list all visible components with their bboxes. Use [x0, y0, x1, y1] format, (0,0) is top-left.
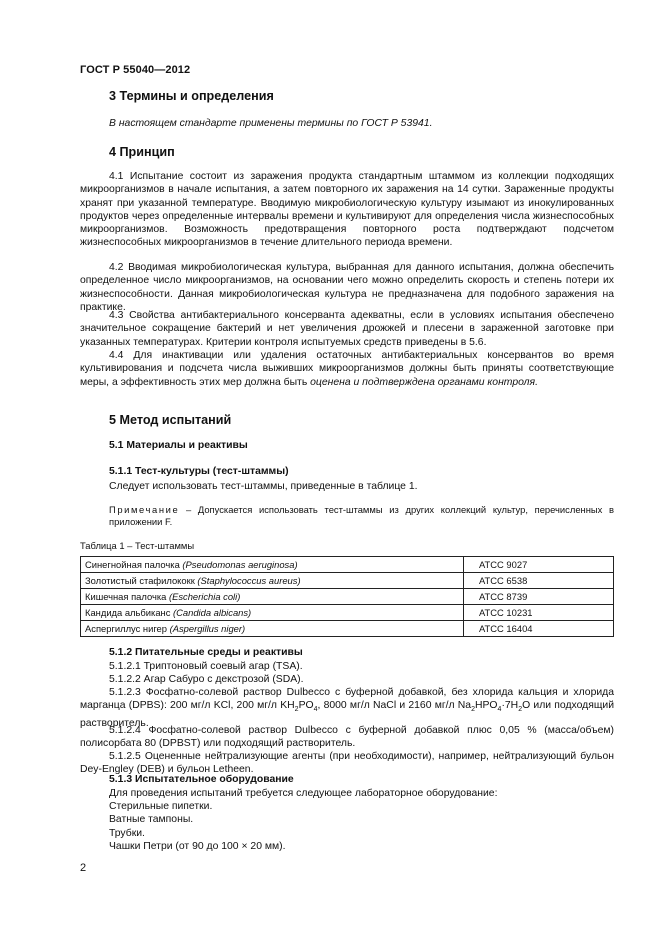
strain-name-cell: [81, 557, 464, 573]
atcc-code: ATCC 6538: [464, 573, 614, 589]
paragraph-4-3: 4.3 Свойства антибактериального консерванта адекватны, если в условиях испытания обеспечено значительное сокращение бактерий и нет увеличения дрожжей и плесени в зараженной заготовке при указанных температурах. Критерии контроля испытуемых средств приведены в 5.6.: [80, 310, 614, 348]
subscript: 2: [294, 706, 299, 714]
item-5-1-2-3-part-b: PO: [298, 700, 314, 712]
note-text: – Допускается использовать тест-штаммы из других коллекций культур, перечисленных в приложении F.: [109, 504, 614, 527]
atcc-code: ATCC 8739: [464, 589, 614, 605]
item-5-1-2-3-part-e: ·7H: [501, 700, 519, 712]
list-item: Ватные тампоны.: [109, 814, 194, 826]
strain-name: Золотистый стафилококк: [85, 575, 198, 586]
subscript: 4: [497, 706, 502, 714]
paragraph-4-4-text: 4.4 Для инактивации или удаления остаточных антибактериальных консервантов во время культивирования и подсчета числа выживших микроорганизмов должны быть приняты соответствующие меры, а эффективность этих мер должна быть: [80, 350, 614, 388]
subscript: 2: [518, 706, 523, 714]
note: [109, 504, 614, 528]
strain-name: Синегнойная палочка: [85, 559, 183, 570]
section-5-1-3-intro: Для проведения испытаний требуется следующее лабораторное оборудование:: [109, 788, 498, 799]
strain-latin-name: (Aspergillus niger): [169, 623, 246, 634]
strain-name: Кишечная палочка: [85, 591, 169, 602]
item-5-1-2-1: 5.1.2.1 Триптоновый соевый агар (TSA).: [109, 661, 303, 672]
strain-name-cell: [81, 605, 464, 621]
document-code: ГОСТ Р 55040—2012: [80, 64, 191, 76]
section-5-title: 5 Метод испытаний: [109, 413, 232, 427]
item-5-1-2-4: 5.1.2.4 Фосфатно-солевой раствор Dulbecco с буферной добавкой плюс 0,05 % (масса/объем) полисорбата 80 (DPBST) или подходящий растворитель.: [80, 725, 614, 750]
item-5-1-2-2: 5.1.2.2 Агар Сабуро с декстрозой (SDA).: [109, 674, 304, 685]
page-number: 2: [80, 862, 87, 874]
paragraph-4-1: 4.1 Испытание состоит из заражения продукта стандартным штаммом из коллекции подходящих микроорганизмов в начале испытания, а затем повторного их заражения на 14 сутки. Зараженные продукты хранят при указанной температуре. Вводимую микробиологическую культуру изымают из инокулированных продуктов через определенные интервалы времени и культивируют для определения числа жизнеспособных микроорганизмов. Возможность предотвращения повторного роста подтверждают подсчетом жизнеспособных микроорганизмов в течение длительного периода времени.: [80, 171, 614, 249]
section-3-title: 3 Термины и определения: [109, 89, 274, 103]
note-label: Примечание: [109, 504, 180, 515]
table-row: [81, 605, 614, 621]
paragraph-4-2: 4.2 Вводимая микробиологическая культура, выбранная для данного испытания, должна обеспечить определенное число микроорганизмов, на основании чего можно определить скорость и степень потери их жизнеспособности. Данная микробиологическая культура не предназначена для подобного заражения на практике.: [80, 262, 614, 313]
atcc-code: ATCC 10231: [464, 605, 614, 621]
list-item: Стерильные пипетки.: [109, 801, 213, 812]
section-5-1-1-title: 5.1.1 Тест-культуры (тест-штаммы): [109, 466, 289, 477]
table-row: [81, 621, 614, 637]
strain-name-cell: [81, 621, 464, 637]
list-item: Чашки Петри (от 90 до 100 × 20 мм).: [109, 840, 286, 852]
strain-name-cell: [81, 573, 464, 589]
equipment-list: [109, 800, 286, 853]
strain-name-cell: [81, 589, 464, 605]
table-caption: Таблица 1 – Тест-штаммы: [80, 540, 195, 551]
paragraph-4-4: [80, 349, 614, 389]
table-row: [81, 573, 614, 589]
section-5-1-title: 5.1 Материалы и реактивы: [109, 440, 248, 451]
table-row: [81, 557, 614, 573]
strain-latin-name: (Staphylococcus aureus): [197, 575, 301, 586]
list-item: Трубки.: [109, 827, 145, 839]
atcc-code: ATCC 9027: [464, 557, 614, 573]
subscript: 4: [313, 706, 318, 714]
section-5-1-1-text: Следует использовать тест-штаммы, приведенные в таблице 1.: [109, 481, 418, 492]
section-3-text: В настоящем стандарте применены термины по ГОСТ Р 53941.: [109, 118, 433, 129]
item-5-1-2-5: 5.1.2.5 Оцененные нейтрализующие агенты (при необходимости), например, нейтрализующий бульон Dey-Engley (DEB) и бульон Letheen.: [80, 751, 614, 776]
section-5-1-3-title: 5.1.3 Испытательное оборудование: [109, 774, 294, 785]
subscript: 2: [471, 706, 475, 714]
test-strains-table: [80, 556, 614, 637]
section-5-1-2-title: 5.1.2 Питательные среды и реактивы: [109, 647, 303, 658]
strain-name: Аспергиллус нигер: [85, 623, 170, 634]
item-5-1-2-3-part-a: 5.1.2.3 Фосфатно-солевой раствор Dulbecco с буферной добавкой, без хлорида кальция и хлорида марганца (DPBS): 200 мг/л KCl, 200 мг/л KH: [80, 687, 614, 712]
atcc-code: ATCC 16404: [464, 621, 614, 637]
strain-name: Кандида альбиканс: [85, 607, 174, 618]
item-5-1-2-3-part-c: , 8000 мг/л NaCl и 2160 мг/л Na: [317, 700, 472, 712]
item-5-1-2-3-part-f: O или подходящий растворитель.: [80, 700, 615, 729]
section-4-title: 4 Принцип: [109, 145, 175, 159]
strain-latin-name: (Pseudomonas aeruginosa): [182, 559, 298, 570]
paragraph-4-4-italic: оценена и подтверждена органами контроля.: [310, 376, 538, 388]
table-row: [81, 589, 614, 605]
strain-latin-name: (Candida albicans): [173, 607, 252, 618]
item-5-1-2-3-part-d: HPO: [475, 700, 498, 712]
strain-latin-name: (Escherichia coli): [168, 591, 241, 602]
